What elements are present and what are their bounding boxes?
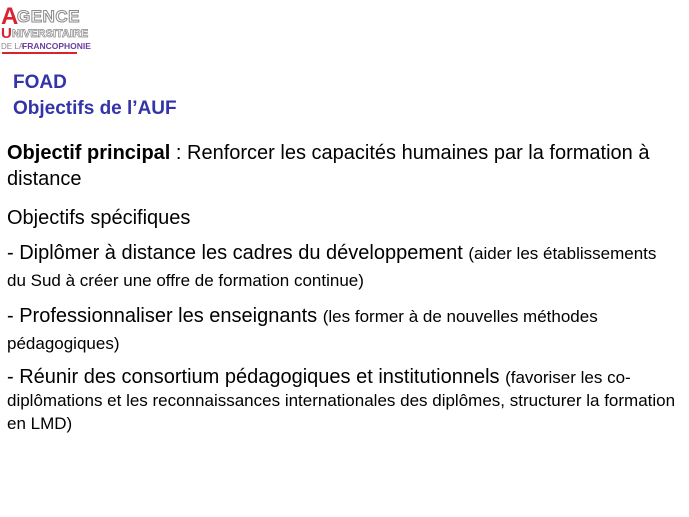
objectif-item [7,303,677,357]
logo-letter-u: U [1,25,12,42]
objectif-principal-text: : Renforcer les capacités humaines par la formation à distance [7,142,650,190]
logo-letter-a: A [1,3,19,30]
slide-body [7,140,677,435]
objectif-item-detail: (aider les établissements du Sud à créer une offre de formation continue) [7,244,657,290]
objectif-item-detail: (les former à de nouvelles méthodes pédagogiques) [7,307,598,353]
auf-logo-mark [1,2,91,56]
objectif-principal-label: Objectif principal [7,142,171,164]
objectif-item-main: - Diplômer à distance les cadres du développement [7,242,469,264]
slide-title [13,70,177,122]
logo-line1: GENCE [17,7,80,26]
objectif-item [7,366,677,435]
objectif-item-main: - Professionnaliser les enseignants [7,305,323,327]
objectifs-specifiques-heading: Objectifs spécifiques [7,207,191,229]
objectif-item-detail: (favoriser les co-diplômations et les reconnaissances internationales des diplômes, structurer la formation en LMD) [7,368,676,433]
logo-underline [2,52,77,54]
logo-line2: NIVERSITAIRE [12,28,89,40]
logo-line3-prefix: DE LA [1,42,25,51]
auf-logo [1,2,91,56]
objectif-item [7,240,677,294]
logo-line3-main: FRANCOPHONIE [22,41,91,51]
title-line2: Objectifs de l’AUF [13,98,177,119]
objectif-item-main: - Réunir des consortium pédagogiques et institutionnels [7,366,506,388]
objectif-principal [7,140,677,192]
title-line1: FOAD [13,72,67,93]
